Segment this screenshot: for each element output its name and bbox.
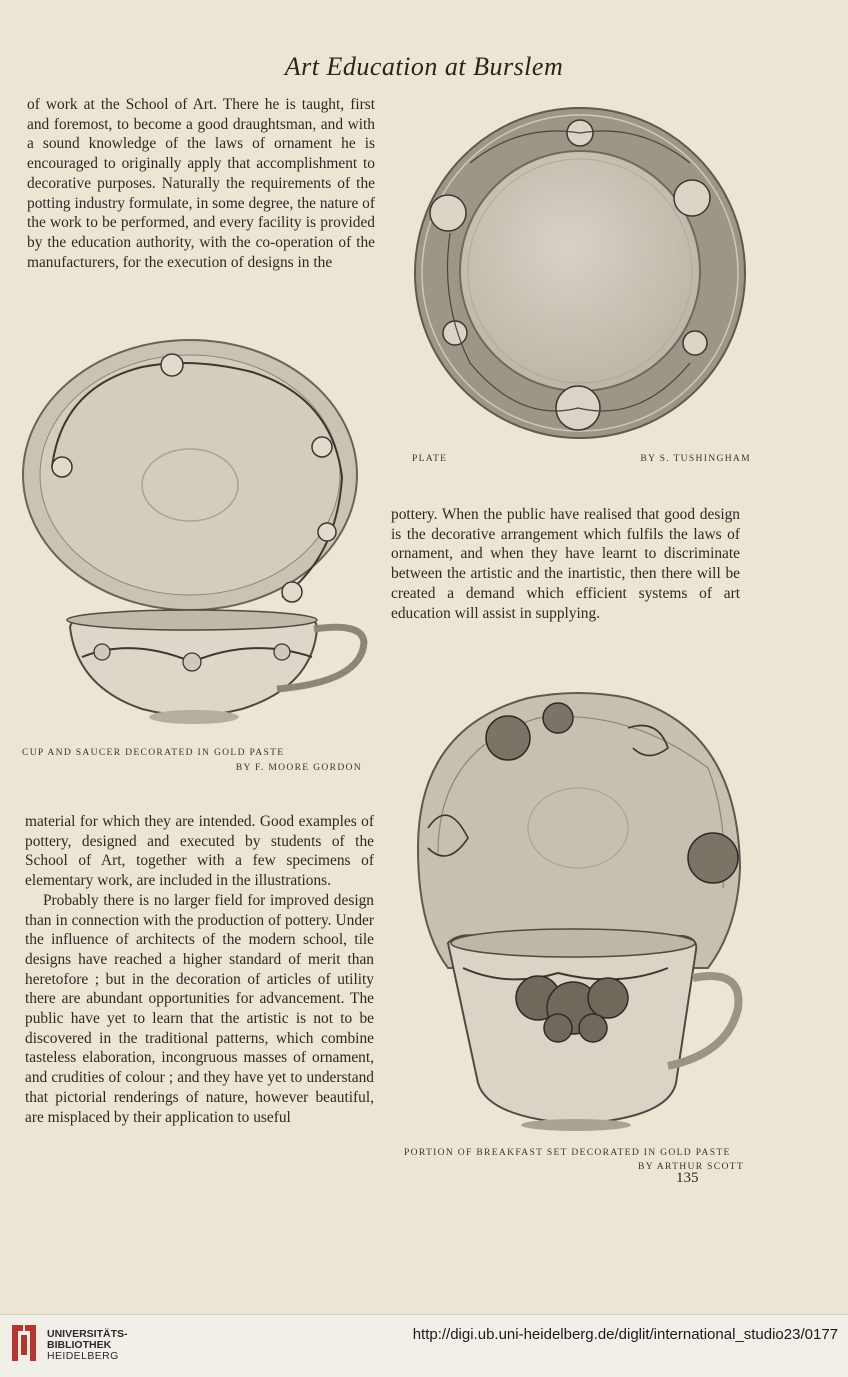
- plate-caption-left: PLATE: [412, 453, 448, 464]
- library-name-line1: UNIVERSITÄTS-: [47, 1328, 128, 1340]
- paragraph-1: of work at the School of Art. There he is taught, first and foremost, to become a good draughtsman, and with a sound knowledge of the laws of ornament he is encouraged to originally apply that accomplishment to decorative purposes. Naturally the requirements of the potting industry formulate, in some degree, the nature of the work to be performed, and every facility is provided by the education authority, with the co-operation of the manufacturers, for the execution of designs in the: [27, 96, 375, 271]
- source-url-link[interactable]: http://digi.ub.uni-heidelberg.de/diglit/international_studio23/0177: [412, 1326, 838, 1343]
- plate-illustration: [410, 103, 750, 443]
- library-name-line3: HEIDELBERG: [47, 1350, 119, 1362]
- column-right: [391, 505, 740, 623]
- cup-and-saucer-illustration-2: [408, 688, 748, 1133]
- university-library-logo-icon: [9, 1321, 39, 1365]
- cup1-caption-line1: CUP AND SAUCER DECORATED IN GOLD PASTE: [22, 747, 285, 758]
- plate-caption-right: BY S. TUSHINGHAM: [640, 453, 751, 464]
- column-left-top: [27, 95, 375, 272]
- cup2-caption-line1: PORTION OF BREAKFAST SET DECORATED IN GOLD PASTE: [404, 1147, 731, 1158]
- paragraph-4: Probably there is no larger field for improved design than in connection with the production of pottery. Under the influence of architects of the modern school, tile designs have reached a higher standard of merit than heretofore ; but in the decoration of articles of utility there are abundant opportunities for advancement. The public have yet to learn that the artistic is not to be discovered in the traditional patterns, which combine tasteless elaboration, incongruous masses of ornament, and crudities of colour ; and they have yet to understand that pictorial renderings of nature, however beautiful, are misplaced by their application to useful: [25, 891, 374, 1126]
- page-number: 135: [676, 1170, 699, 1186]
- cup-and-saucer-illustration-1: [22, 337, 372, 727]
- library-name: [47, 1329, 128, 1362]
- column-left-bottom: [25, 812, 374, 1127]
- cup2-caption-line2: BY ARTHUR SCOTT: [638, 1161, 744, 1172]
- paragraph-2: pottery. When the public have realised that good design is the decorative arrangement which fulfils the laws of ornament, and when they have learnt to discriminate between the artistic and the inartistic, then there will be created a demand which efficient systems of art education will assist in supplying.: [391, 506, 740, 622]
- library-name-line2: BIBLIOTHEK: [47, 1339, 112, 1351]
- running-title: Art Education at Burslem: [284, 52, 564, 81]
- paragraph-3: material for which they are intended. Good examples of pottery, designed and executed by students of the School of Art, together with a few specimens of elementary work, are included in the illustrations.: [25, 813, 374, 890]
- cup1-caption-line2: BY F. MOORE GORDON: [235, 762, 362, 773]
